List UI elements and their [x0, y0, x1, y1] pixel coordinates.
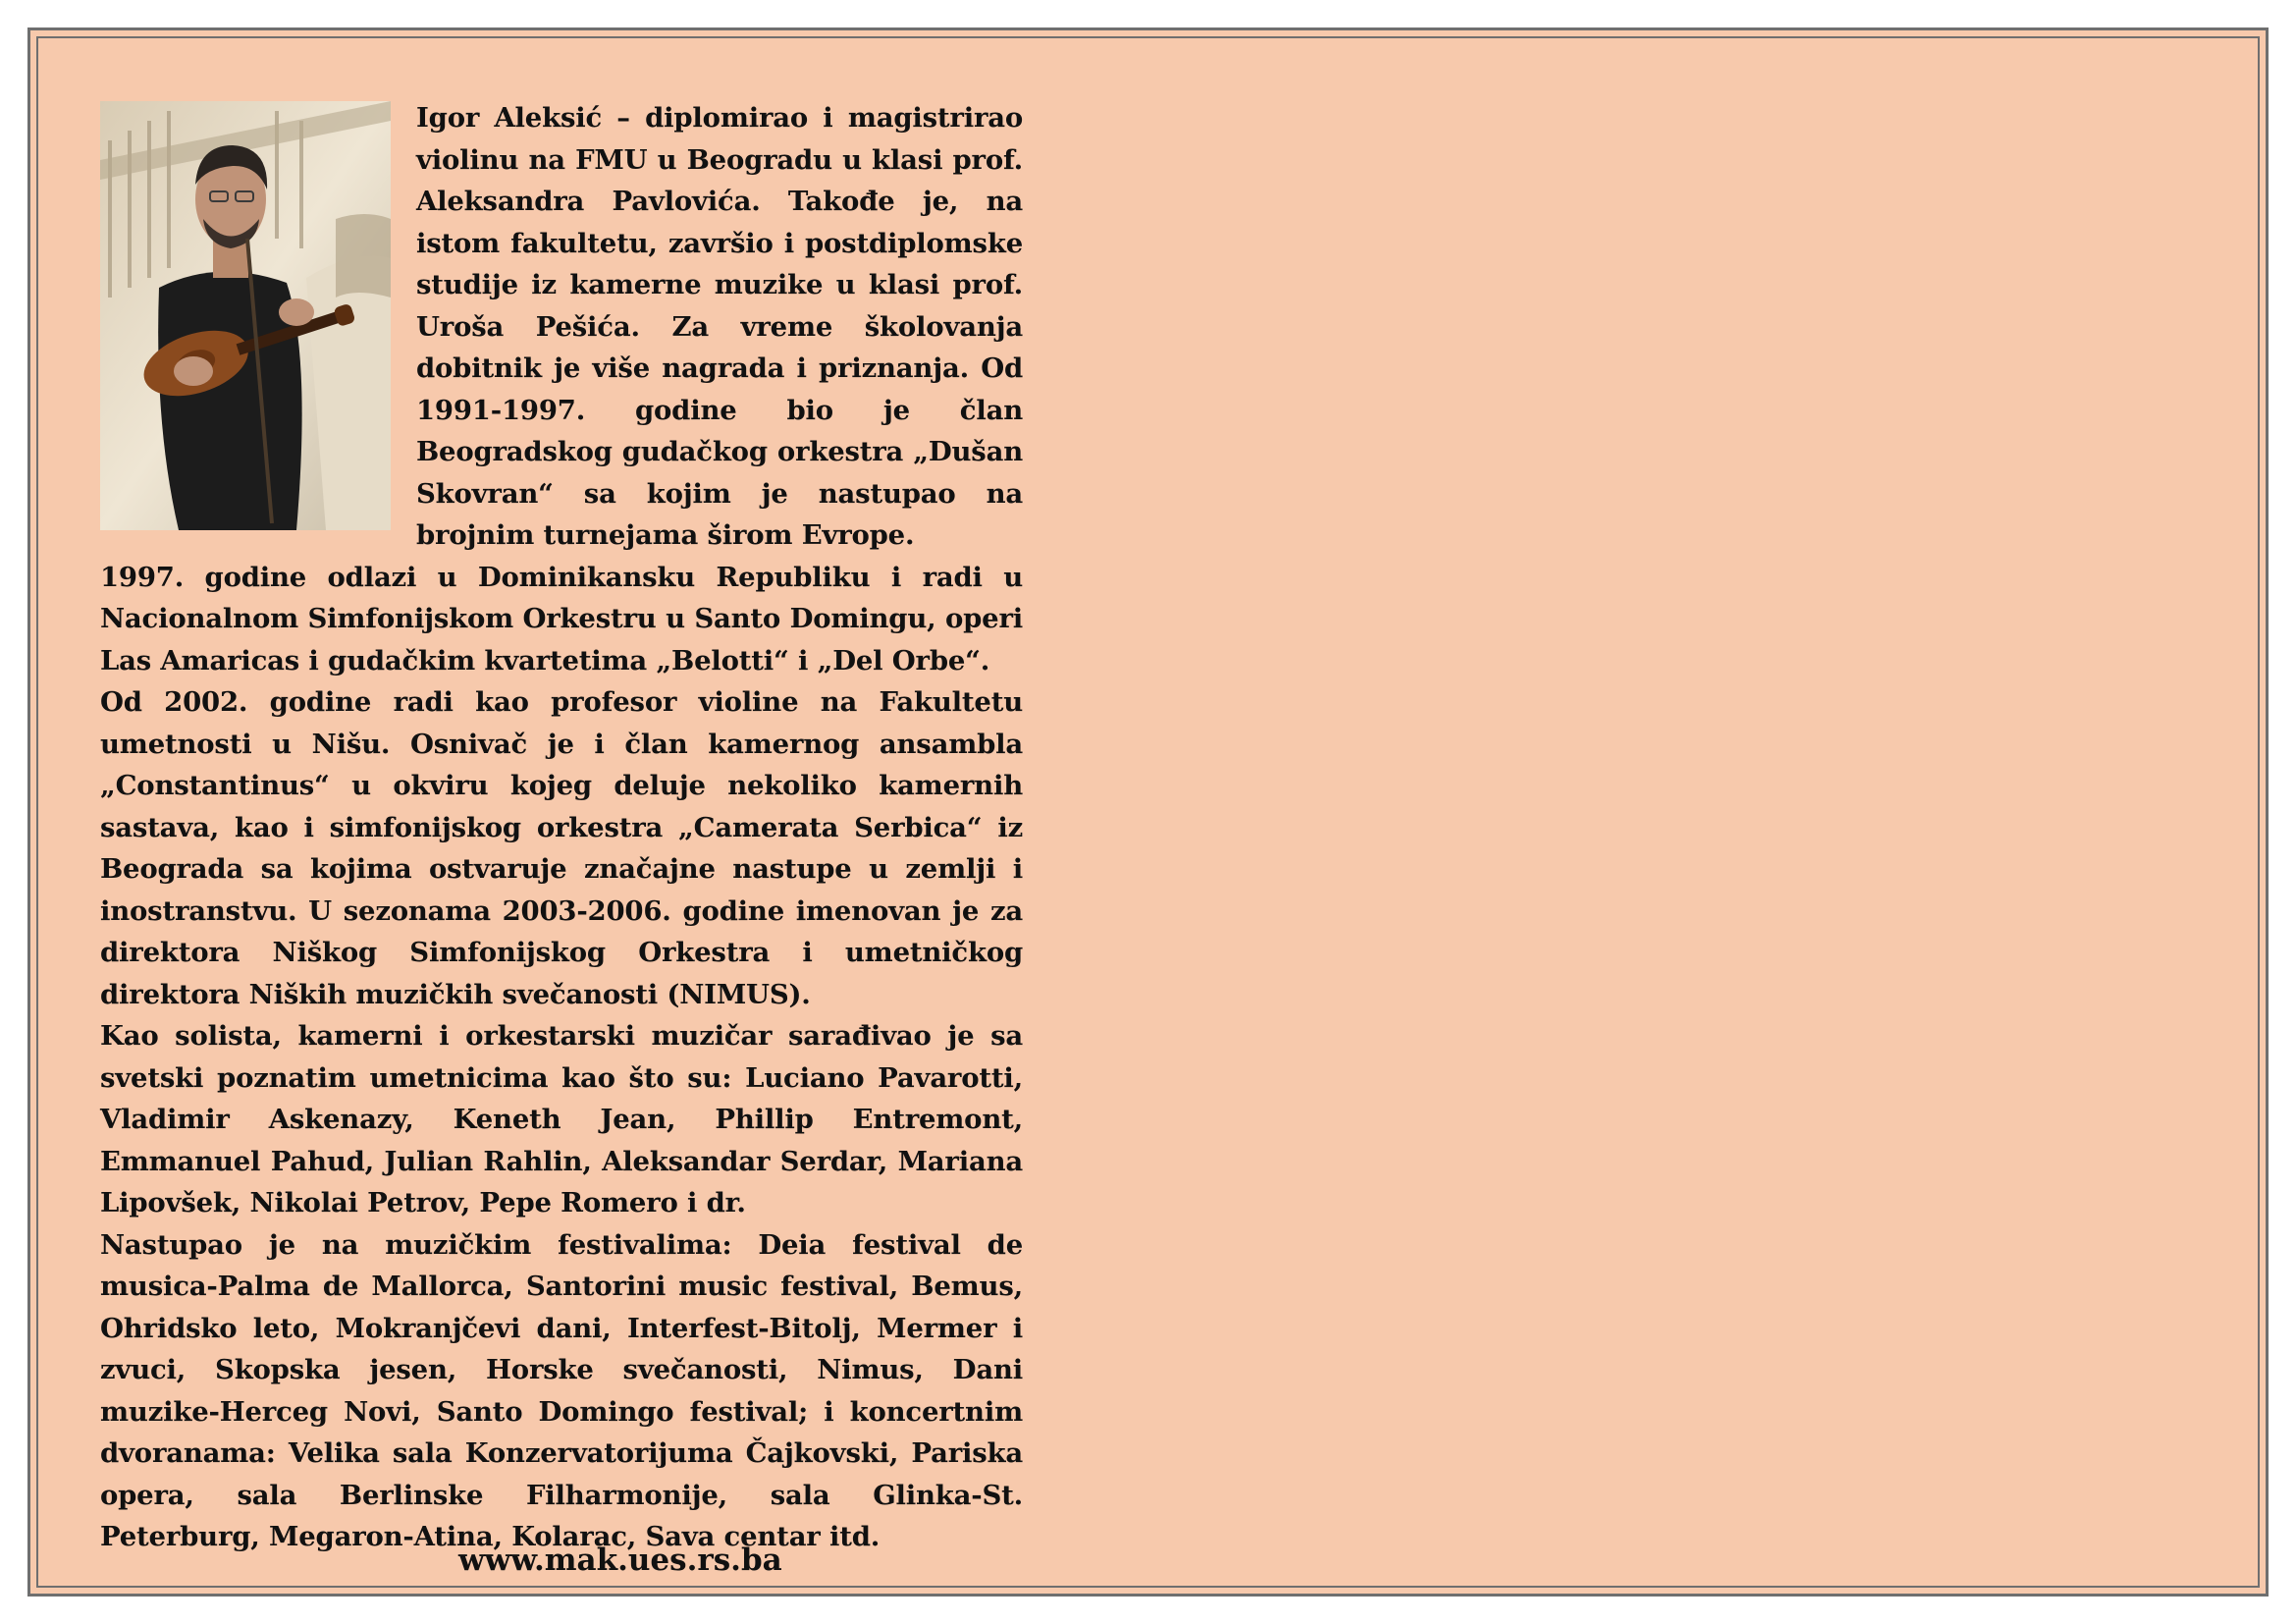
page	[30, 30, 2266, 1594]
footer-url[interactable]: www.mak.ues.rs.ba	[458, 1543, 782, 1578]
paragraph-collaborations: Kao solista, kamerni i orkestarski muzičar sarađivao je sa svetski poznatim umetnicima kao što su: Luciano Pavarotti, Vladimir Askenazy, Keneth Jean, Phillip Entremont, Emmanuel Pahud, Julian Rahlin, Aleksandar Serdar, Mariana Lipovšek, Nikolai Petrov, Pepe Romero i dr.	[100, 1020, 1023, 1218]
paragraph-festivals: Nastupao je na muzičkim festivalima: Deia festival de musica-Palma de Mallorca, Santorini music festival, Bemus, Ohridsko leto, Mokranjčevi dani, Interfest-Bitolj, Mermer i zvuci, Skopska jesen, Horske svečanosti, Nimus, Dani muzike-Herceg Novi, Santo Domingo festival; i koncertnim dvoranama: Velika sala Konzervatorijuma Čajkovski, Pariska opera, sala Berlinske Filharmonije, sala Glinka-St. Peterburg, Megaron-Atina, Kolarac, Sava centar itd.	[100, 1228, 1023, 1552]
violinist-photo	[100, 101, 391, 530]
paragraph-education: Igor Aleksić – diplomirao i magistrirao violinu na FMU u Beogradu u klasi prof. Aleksandra Pavlovića. Takođe je, na istom fakultetu, završio i postdiplomske studije iz kamerne muzike u klasi prof. Uroša Pešića. Za vreme školovanja dobitnik je više nagrada i priznanja. Od 1991-1997. godine bio je član Beogradskog gudačkog orkestra „Dušan Skovran“ sa kojim je nastupao na brojnim turnejama širom Evrope.	[416, 102, 1023, 551]
paragraph-nis-career: Od 2002. godine radi kao profesor violine na Fakultetu umetnosti u Nišu. Osnivač je i član kamernog ansambla „Constantinus“ u okviru kojeg deluje nekoliko kamernih sastava, kao i simfonijskog orkestra „Camerata Serbica“ iz Beograda sa kojima ostvaruje značajne nastupe u zemlji i inostranstvu. U sezonama 2003-2006. godine imenovan je za direktora Niškog Simfonijskog Orkestra i umetničkog direktora Niških muzičkih svečanosti (NIMUS).	[100, 686, 1023, 1010]
biography-text	[100, 97, 1023, 1558]
page-frame	[27, 27, 2269, 1597]
paragraph-dominican-republic: 1997. godine odlazi u Dominikansku Republiku i radi u Nacionalnom Simfonijskom Orkestru u Santo Domingu, operi Las Amaricas i gudačkim kvartetima „Belotti“ i „Del Orbe“.	[100, 561, 1023, 677]
